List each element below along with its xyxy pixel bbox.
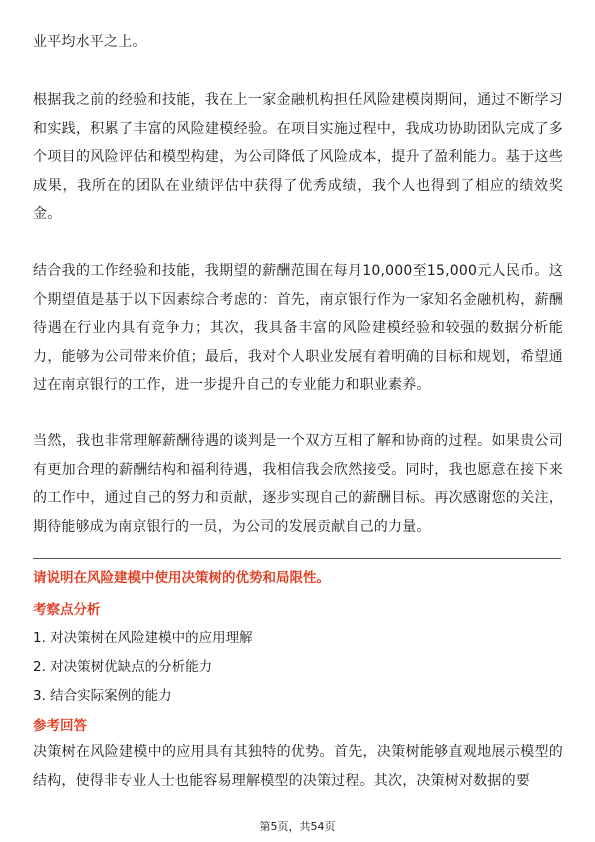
analysis-item: 2. 对决策树优缺点的分析能力 bbox=[33, 659, 213, 675]
analysis-item: 3. 结合实际案例的能力 bbox=[33, 688, 172, 704]
intro-fragment: 业平均水平之上。 bbox=[33, 34, 147, 50]
paragraph-experience: 根据我之前的经验和技能，我在上一家金融机构担任风险建模岗期间，通过不断学习和实践，积累了丰富的风险建模经验。在项目实施过程中，我成功协助团队完成了多个项目的风险评估和模型构建，为公司降低了风险成本，提升了盈利能力。基于这些成果，我所在的团队在业绩评估中获得了优秀成绩，我个人也得到了相应的绩效奖金。 bbox=[33, 92, 563, 222]
section-divider bbox=[33, 558, 561, 559]
page-number: 第5页，共54页 bbox=[259, 820, 336, 833]
paragraph-salary-expectation: 结合我的工作经验和技能，我期望的薪酬范围在每月10,000至15,000元人民币。这个期望值是基于以下因素综合考虑的：首先，南京银行作为一家知名金融机构，薪酬待遇在行业内具有竞争力；其次，我具备丰富的风险建模经验和较强的数据分析能力，能够为公司带来价值；最后，我对个人职业发展有着明确的目标和规划，希望通过在南京银行的工作，进一步提升自己的专业能力和职业素养。 bbox=[33, 263, 563, 393]
question-heading: 请说明在风险建模中使用决策树的优势和局限性。 bbox=[33, 570, 330, 586]
reference-answer-text: 决策树在风险建模中的应用具有其独特的优势。首先，决策树能够直观地展示模型的结构，使得非专业人士也能容易理解模型的决策过程。其次，决策树对数据的要 bbox=[33, 744, 563, 789]
paragraph-negotiation: 当然，我也非常理解薪酬待遇的谈判是一个双方互相了解和协商的过程。如果贵公司有更加合理的薪酬结构和福利待遇，我相信我会欣然接受。同时，我也愿意在接下来的工作中，通过自己的努力和贡献，逐步实现自己的薪酬目标。再次感谢您的关注，期待能够成为南京银行的一员，为公司的发展贡献自己的力量。 bbox=[33, 433, 563, 535]
analysis-title: 考察点分析 bbox=[33, 602, 101, 618]
reference-answer-title: 参考回答 bbox=[33, 718, 87, 734]
analysis-item: 1. 对决策树在风险建模中的应用理解 bbox=[33, 630, 253, 646]
